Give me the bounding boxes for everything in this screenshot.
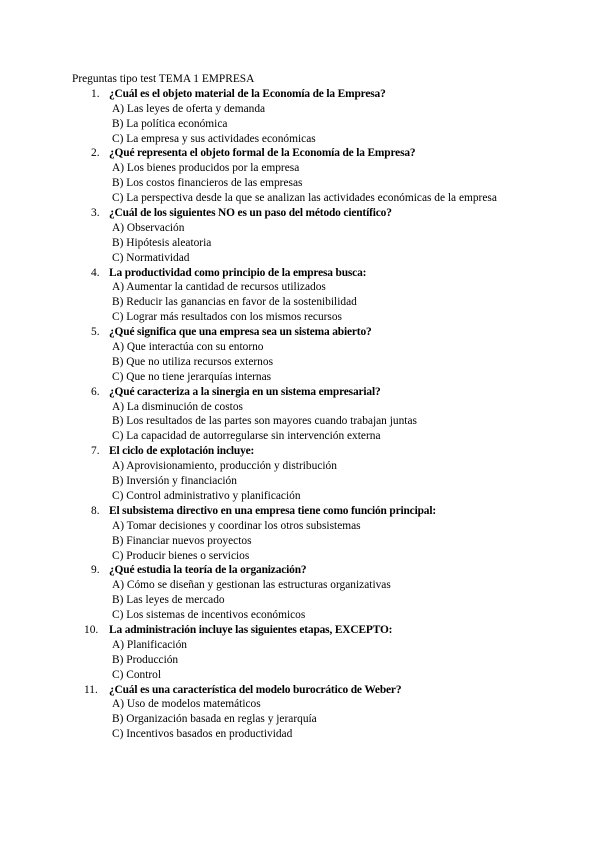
option-c: C) Los sistemas de incentivos económicos [112,609,306,622]
option-c: C) Producir bienes o servicios [112,549,250,562]
option-b: B) Producción [112,653,179,666]
question-number: 11. [84,683,98,696]
question-text: ¿Qué significa que una empresa sea un sistema abierto? [109,326,372,339]
option-c: C) Lograr más resultados con los mismos recursos [112,311,342,324]
option-b: B) Las leyes de mercado [112,594,225,607]
option-c: C) Que no tiene jerarquías internas [112,370,272,383]
question-9 [0,563,600,623]
option-b: B) Financiar nuevos proyectos [112,534,252,547]
document-title: Preguntas tipo test TEMA 1 EMPRESA [72,73,255,85]
question-text: ¿Cuál es el objeto material de la Economía de la Empresa? [109,87,386,100]
option-c: C) La empresa y sus actividades económicas [112,132,316,145]
question-text: El ciclo de explotación incluye: [109,445,255,458]
option-b: B) Hipótesis aleatoria [112,236,212,249]
option-a: A) Que interactúa con su entorno [112,341,264,354]
question-text: ¿Qué estudia la teoría de la organización? [109,564,307,577]
question-number: 2. [91,147,100,160]
question-text: ¿Qué representa el objeto formal de la Economía de la Empresa? [109,147,416,160]
option-b: B) Que no utiliza recursos externos [112,355,274,368]
option-a: A) Aumentar la cantidad de recursos utilizados [112,281,326,294]
option-a: A) Tomar decisiones y coordinar los otros subsistemas [112,519,361,532]
question-11 [0,683,600,743]
option-a: A) Uso de modelos matemáticos [112,698,261,711]
option-c: C) Incentivos basados en productividad [112,728,293,741]
question-number: 9. [91,564,100,577]
question-text: ¿Cuál de los siguientes NO es un paso del método científico? [109,207,392,220]
question-number: 4. [91,266,100,279]
option-b: B) Los costos financieros de las empresas [112,177,303,190]
option-a: A) La disminución de costos [112,400,243,413]
option-c: C) Control administrativo y planificación [112,489,301,502]
option-a: A) Cómo se diseñan y gestionan las estructuras organizativas [112,579,391,592]
option-c: C) La capacidad de autorregularse sin intervención externa [112,430,381,443]
question-number: 8. [91,504,100,517]
option-a: A) Observación [112,221,185,234]
question-3 [0,206,600,266]
option-c: C) La perspectiva desde la que se analizan las actividades económicas de la empresa [112,192,497,205]
option-c: C) Normatividad [112,251,190,264]
option-b: B) Los resultados de las partes son mayores cuando trabajan juntas [112,415,417,428]
question-text: El subsistema directivo en una empresa tiene como función principal: [109,504,436,517]
question-number: 3. [91,207,100,220]
question-text: ¿Cuál es una característica del modelo burocrático de Weber? [109,683,402,696]
question-list [0,87,600,742]
question-7 [0,444,600,504]
option-c: C) Control [112,668,162,681]
question-2 [0,146,600,206]
question-number: 5. [91,326,100,339]
option-a: A) Aprovisionamiento, producción y distribución [112,460,337,473]
question-8 [0,504,600,564]
question-5 [0,325,600,385]
option-b: B) Inversión y financiación [112,475,237,488]
option-a: A) Las leyes de oferta y demanda [112,102,266,115]
option-a: A) Planificación [112,638,187,651]
question-number: 1. [91,87,100,100]
question-1 [0,87,600,147]
question-text: La administración incluye las siguientes etapas, EXCEPTO: [109,623,393,636]
question-10 [0,623,600,683]
option-a: A) Los bienes producidos por la empresa [112,162,300,175]
question-text: ¿Qué caracteriza a la sinergia en un sistema empresarial? [109,385,381,398]
question-6 [0,385,600,445]
question-number: 10. [84,623,99,636]
question-text: La productividad como principio de la empresa busca: [109,266,367,279]
question-4 [0,266,600,326]
question-number: 7. [91,445,100,458]
option-b: B) La política económica [112,117,228,130]
question-number: 6. [91,385,100,398]
option-b: B) Reducir las ganancias en favor de la sostenibilidad [112,296,357,309]
option-b: B) Organización basada en reglas y jerarquía [112,713,317,726]
